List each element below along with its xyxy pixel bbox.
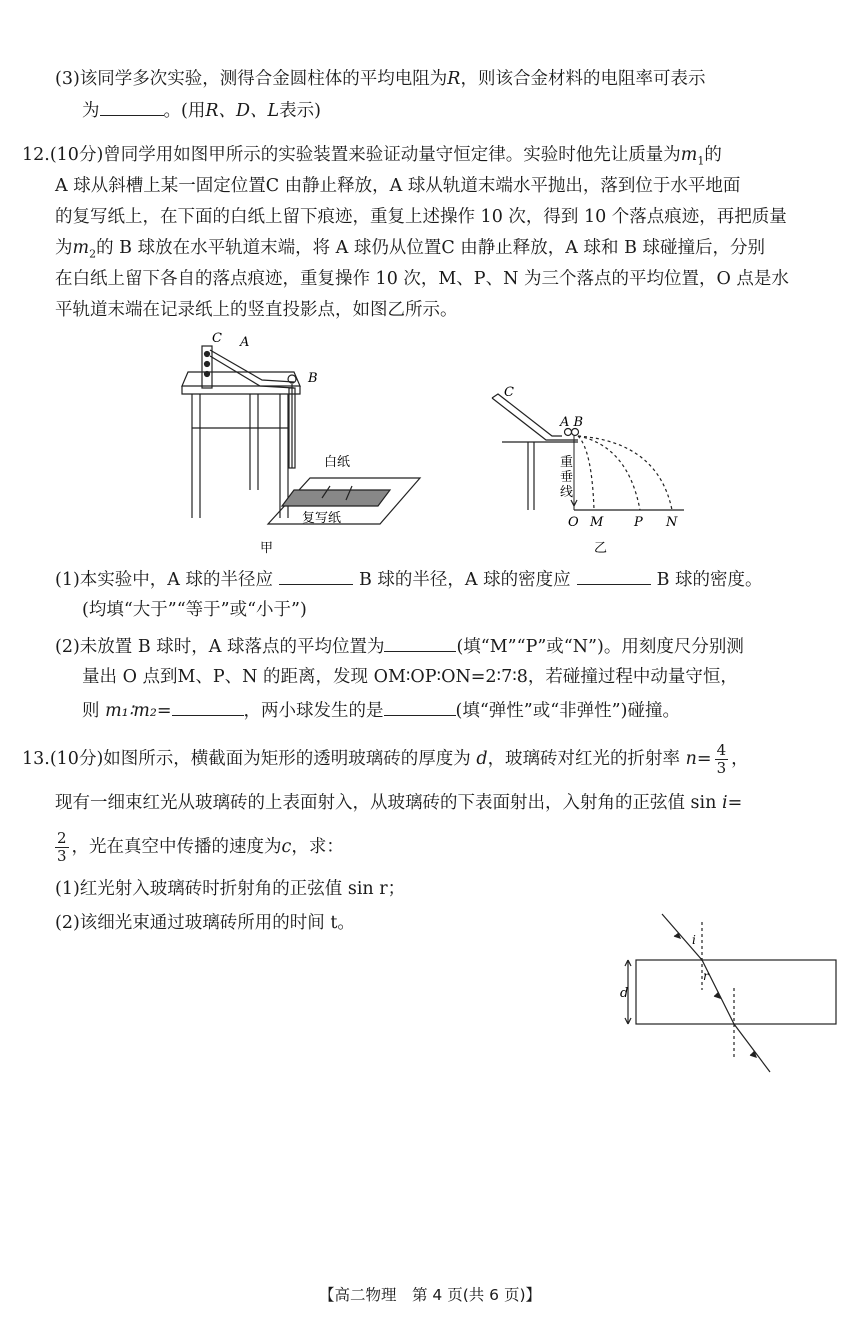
point-o: O	[568, 515, 579, 530]
q12-p2-line3: 则 m₁∶m₂= ，两小球发生的是 (填“弹性”或“非弹性”)碰撞。	[82, 697, 680, 724]
q11-3-line2: 为 。(用R、D、L表示)	[82, 97, 321, 124]
label-white-paper: 白纸	[324, 455, 351, 470]
figure-trajectory-yi	[488, 380, 698, 560]
q12-line6: 平轨道末端在记录纸上的竖直投影点，如图乙所示。	[55, 300, 458, 320]
figure-apparatus-jia	[170, 328, 430, 560]
answer-blank	[384, 697, 456, 716]
q12-line3: 的复写纸上，在下面的白纸上留下痕迹，重复上述操作 10 次，得到 10 个落点痕迹，再把质量	[55, 207, 787, 227]
label-i: i	[692, 933, 696, 947]
label-b: B	[308, 371, 318, 386]
q12-line1: 12.(10分)曾同学用如图甲所示的实验装置来验证动量守恒定律。实验时他先让质量为$m_1$的	[22, 145, 722, 168]
q12-p1-line2: (均填“大于”“等于”或“小于”)	[82, 600, 307, 620]
label-d: d	[620, 986, 629, 1001]
q12-line5: 在白纸上留下各自的落点痕迹，重复操作 10 次，M、P、N 为三个落点的平均位置，O 点是水	[55, 269, 789, 289]
label-plumb-2: 垂	[560, 470, 574, 485]
fraction-n: $\frac{4}{3}$	[716, 741, 727, 777]
label-plumb-1: 重	[560, 455, 574, 470]
label-c: C	[504, 385, 514, 400]
figure-glass-block	[610, 908, 850, 1078]
point-p: P	[634, 515, 643, 530]
answer-blank	[384, 633, 456, 652]
answer-blank	[172, 697, 244, 716]
q12-p1-line1: (1)本实验中，A 球的半径应 B 球的半径，A 球的密度应 B 球的密度。	[55, 566, 763, 593]
label-ab: A B	[560, 415, 584, 430]
caption-yi: 乙	[594, 541, 608, 556]
label-a: A	[240, 335, 250, 350]
q11-3-line1: (3)该同学多次实验，测得合金圆柱体的平均电阻为R，则该合金材料的电阻率可表示	[55, 69, 706, 89]
answer-blank	[577, 566, 651, 585]
label-r: r	[703, 969, 709, 983]
q12-line4: 为$m_2$的 B 球放在水平轨道末端，将 A 球仍从位置C 由静止释放，A 球和 B 球碰撞后，分别	[55, 238, 765, 261]
point-n: N	[666, 515, 678, 530]
answer-blank	[100, 97, 164, 116]
q12-line2: A 球从斜槽上某一固定位置C 由静止释放，A 球从轨道末端水平抛出，落到位于水平地面	[55, 176, 741, 196]
q12-p2-line1: (2)未放置 B 球时，A 球落点的平均位置为 (填“M”“P”或“N”)。用刻度尺分别测	[55, 633, 744, 660]
label-carbon-paper: 复写纸	[302, 511, 342, 526]
q13-line3: $\frac{2}{3}$ ，光在真空中传播的速度为c，求：	[57, 829, 344, 865]
q13-line1: 13.(10分)如图所示，横截面为矩形的透明玻璃砖的厚度为 d，玻璃砖对红光的折射率 n= $\frac{4}{3}$ ，	[22, 741, 749, 777]
q13-p2: (2)该细光束通过玻璃砖所用的时间 t。	[55, 913, 355, 933]
point-m: M	[590, 515, 604, 530]
caption-jia: 甲	[260, 541, 274, 556]
q13-line2: 现有一细束红光从玻璃砖的上表面射入，从玻璃砖的下表面射出，入射角的正弦值 sin i=	[55, 793, 743, 813]
q12-p2-line2: 量出 O 点到M、P、N 的距离，发现 OM∶OP∶ON=2∶7∶8，若碰撞过程中动量守恒，	[82, 667, 738, 687]
q13-p1: (1)红光射入玻璃砖时折射角的正弦值 sin r；	[55, 879, 406, 899]
fraction-sin: $\frac{2}{3}$	[57, 829, 67, 865]
label-plumb-3: 线	[560, 485, 574, 500]
answer-blank	[279, 566, 353, 585]
label-c: C	[212, 331, 222, 346]
page-footer: 【高二物理 第 4 页(共 6 页)】	[318, 1286, 542, 1304]
